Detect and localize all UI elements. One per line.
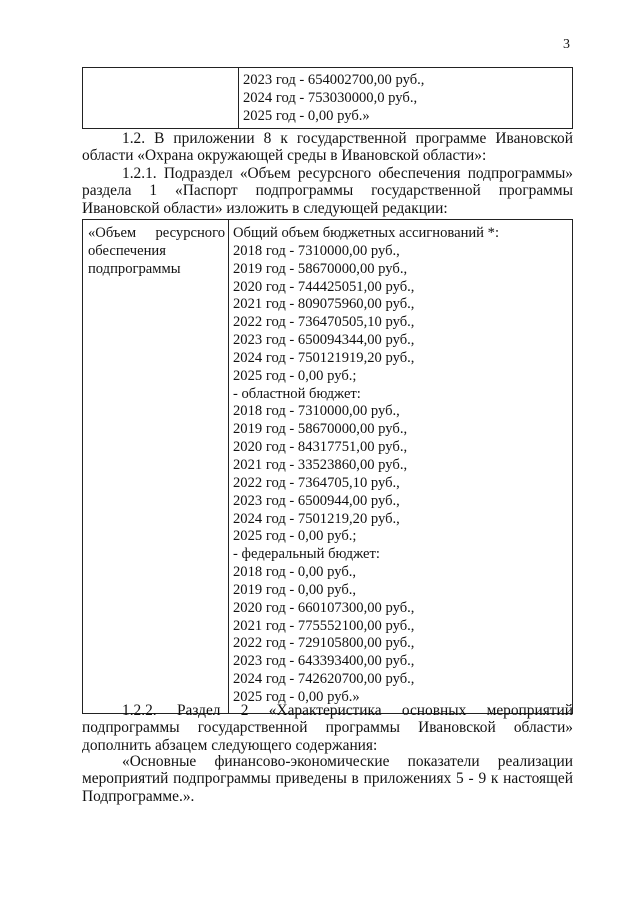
- budget-line: 2024 год - 7501219,20 руб.,: [233, 510, 400, 527]
- budget-line: 2022 год - 729105800,00 руб.,: [233, 635, 415, 652]
- budget-line: 2022 год - 736470505,10 руб.,: [233, 314, 415, 331]
- paragraph-quote: [82, 753, 573, 805]
- federal-budget-heading: - федеральный бюджет:: [233, 546, 380, 563]
- budget-line: 2018 год - 0,00 руб.,: [233, 564, 357, 581]
- budget-line: 2024 год - 753030000,0 руб.,: [243, 90, 418, 107]
- paragraph-line: 1.2.2. Раздел 2 «Характеристика основных мероприятий: [122, 702, 573, 719]
- budget-line: 2021 год - 775552100,00 руб.,: [233, 617, 415, 634]
- paragraph-line: подпрограммы государственной программы Ивановской области»: [82, 719, 573, 737]
- paragraph-1-2-1: [82, 165, 573, 217]
- table-cell-values: [239, 68, 573, 129]
- table-cell-label: [83, 68, 239, 129]
- budget-line: 2020 год - 744425051,00 руб.,: [233, 278, 415, 295]
- budget-line: 2025 год - 0,00 руб.;: [233, 528, 357, 545]
- budget-line: 2019 год - 58670000,00 руб.,: [233, 260, 408, 277]
- paragraph-line: Ивановской области» изложить в следующей редакции:: [82, 199, 448, 217]
- table-cell-values: [229, 220, 573, 714]
- label-line: обеспечения: [88, 242, 166, 259]
- budget-line: 2023 год - 654002700,00 руб.,: [243, 72, 425, 88]
- table-row: [83, 220, 573, 714]
- paragraph-line: мероприятий подпрограммы приведены в приложениях 5 - 9 к настоящей: [82, 770, 573, 788]
- paragraph-1-2-2: [82, 702, 573, 754]
- budget-line: 2020 год - 660107300,00 руб.,: [233, 599, 415, 616]
- budget-line: 2025 год - 0,00 руб.»: [233, 688, 360, 705]
- budget-line: 2022 год - 7364705,10 руб.,: [233, 474, 400, 491]
- table-row: [83, 68, 573, 129]
- page-number: 3: [563, 37, 570, 52]
- label-line: подпрограммы: [88, 260, 181, 277]
- budget-line: 2019 год - 0,00 руб.,: [233, 581, 357, 598]
- budget-line: 2025 год - 0,00 руб.;: [233, 367, 357, 384]
- budget-total-heading: Общий объем бюджетных ассигнований *:: [233, 225, 499, 241]
- budget-line: 2021 год - 809075960,00 руб.,: [233, 296, 415, 313]
- budget-table-continuation: [82, 67, 573, 129]
- budget-line: 2021 год - 33523860,00 руб.,: [233, 456, 408, 473]
- paragraph-line: «Основные финансово-экономические показатели реализации: [122, 753, 573, 770]
- budget-line: 2018 год - 7310000,00 руб.,: [233, 403, 400, 420]
- budget-line: 2018 год - 7310000,00 руб.,: [233, 242, 400, 259]
- budget-line: 2025 год - 0,00 руб.»: [243, 108, 370, 125]
- paragraph-line: раздела 1 «Паспорт подпрограммы государственной программы: [82, 182, 573, 200]
- resource-support-table: [82, 219, 573, 714]
- paragraph-line: 1.2.1. Подраздел «Объем ресурсного обеспечения подпрограммы»: [122, 165, 573, 182]
- paragraph-line: Подпрограмме.».: [82, 787, 195, 805]
- label-line: «Объем ресурсного: [88, 225, 225, 241]
- table-cell-label: [83, 220, 229, 714]
- budget-line: 2024 год - 750121919,20 руб.,: [233, 349, 415, 366]
- regional-budget-heading: - областной бюджет:: [233, 385, 361, 402]
- budget-line: 2023 год - 643393400,00 руб.,: [233, 653, 415, 670]
- budget-line: 2024 год - 742620700,00 руб.,: [233, 671, 415, 688]
- paragraph-line: области «Охрана окружающей среды в Ивановской области»:: [82, 147, 487, 165]
- budget-line: 2023 год - 6500944,00 руб.,: [233, 492, 400, 509]
- paragraph-line: 1.2. В приложении 8 к государственной программе Ивановской: [122, 130, 573, 147]
- budget-line: 2020 год - 84317751,00 руб.,: [233, 439, 408, 456]
- paragraph-1-2: [82, 130, 573, 165]
- budget-line: 2019 год - 58670000,00 руб.,: [233, 421, 408, 438]
- paragraph-line: дополнить абзацем следующего содержания:: [82, 736, 378, 754]
- budget-line: 2023 год - 650094344,00 руб.,: [233, 332, 415, 349]
